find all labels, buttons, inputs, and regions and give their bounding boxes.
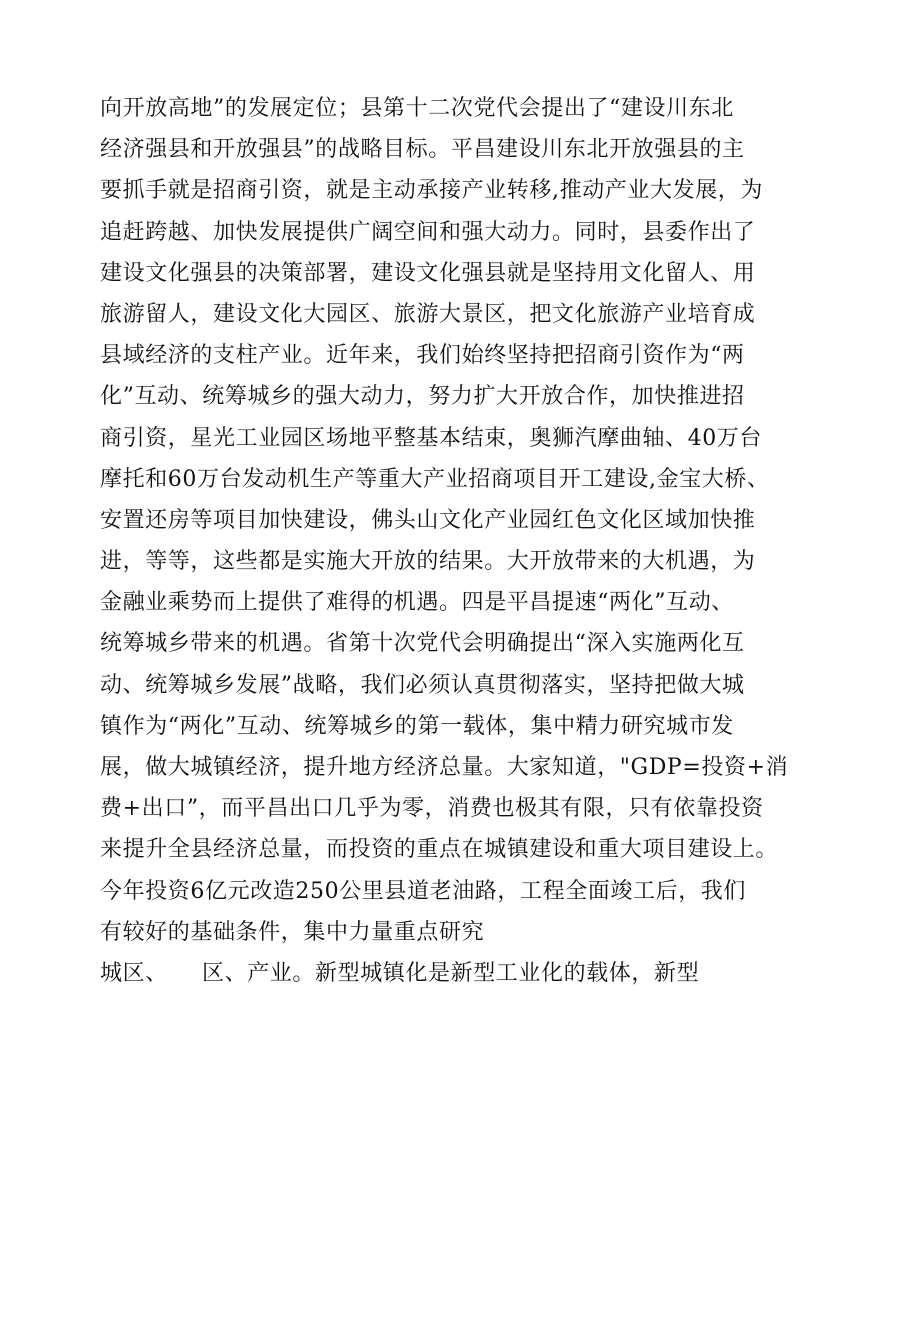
text-line: 金融业乘势而上提供了难得的机遇。四是平昌提速“两化”互动、 (100, 590, 734, 616)
text-line: 展，做大城镇经济，提升地方经济总量。大家知道，"GDP=投资+消 (100, 755, 789, 780)
text-line: 费+出口”，而平昌出口几乎为零，消费也极其有限，只有依靠投资 (100, 796, 764, 822)
text-line: 镇作为“两化”互动、统筹城乡的第一载体，集中精力研究城市发 (100, 713, 734, 739)
body-text (100, 88, 840, 994)
text-line: 化”互动、统筹城乡的强大动力，努力扩大开放合作，加快推进招 (100, 384, 745, 410)
text-line: 经济强县和开放强县”的战略目标。平昌建设川东北开放强县的主 (100, 137, 745, 163)
text-line: 商引资，星光工业园区场地平整基本结束，奥狮汽摩曲轴、40万台 (100, 425, 762, 451)
text-line: 动、统筹城乡发展”战略，我们必须认真贯彻落实，坚持把做大城 (100, 672, 745, 698)
text-line: 追赶跨越、加快发展提供广阔空间和强大动力。同时，县委作出了 (100, 219, 756, 245)
text-line: 向开放高地”的发展定位；县第十二次党代会提出了“建设川东北 (100, 96, 734, 121)
text-line: 有较好的基础条件，集中力量重点研究 (100, 919, 485, 945)
text-line: 要抓手就是招商引资，就是主动承接产业转移,推动产业大发展，为 (100, 178, 763, 204)
text-line: 统筹城乡带来的机遇。省第十次党代会明确提出“深入实施两化互 (100, 631, 745, 657)
text-line: 建设文化强县的决策部署，建设文化强县就是坚持用文化留人、用 (100, 260, 756, 286)
text-line: 旅游留人，建设文化大园区、旅游大景区，把文化旅游产业培育成 (100, 301, 756, 327)
text-line: 县域经济的支柱产业。近年来，我们始终坚持把招商引资作为“两 (100, 343, 745, 369)
text-line: 今年投资6亿元改造250公里县道老油路，工程全面竣工后，我们 (100, 878, 746, 904)
text-line: 来提升全县经济总量，而投资的重点在城镇建设和重大项目建设上。 (100, 837, 779, 863)
text-line: 进，等等，这些都是实施大开放的结果。大开放带来的大机遇，为 (100, 549, 756, 575)
text-line: 摩托和60万台发动机生产等重大产业招商项目开工建设,金宝大桥、 (100, 466, 770, 492)
text-line: 安置还房等项目加快建设，佛头山文化产业园红色文化区域加快推 (100, 507, 756, 533)
text-line: 城区、 区、产业。新型城镇化是新型工业化的载体，新型 (100, 960, 700, 986)
